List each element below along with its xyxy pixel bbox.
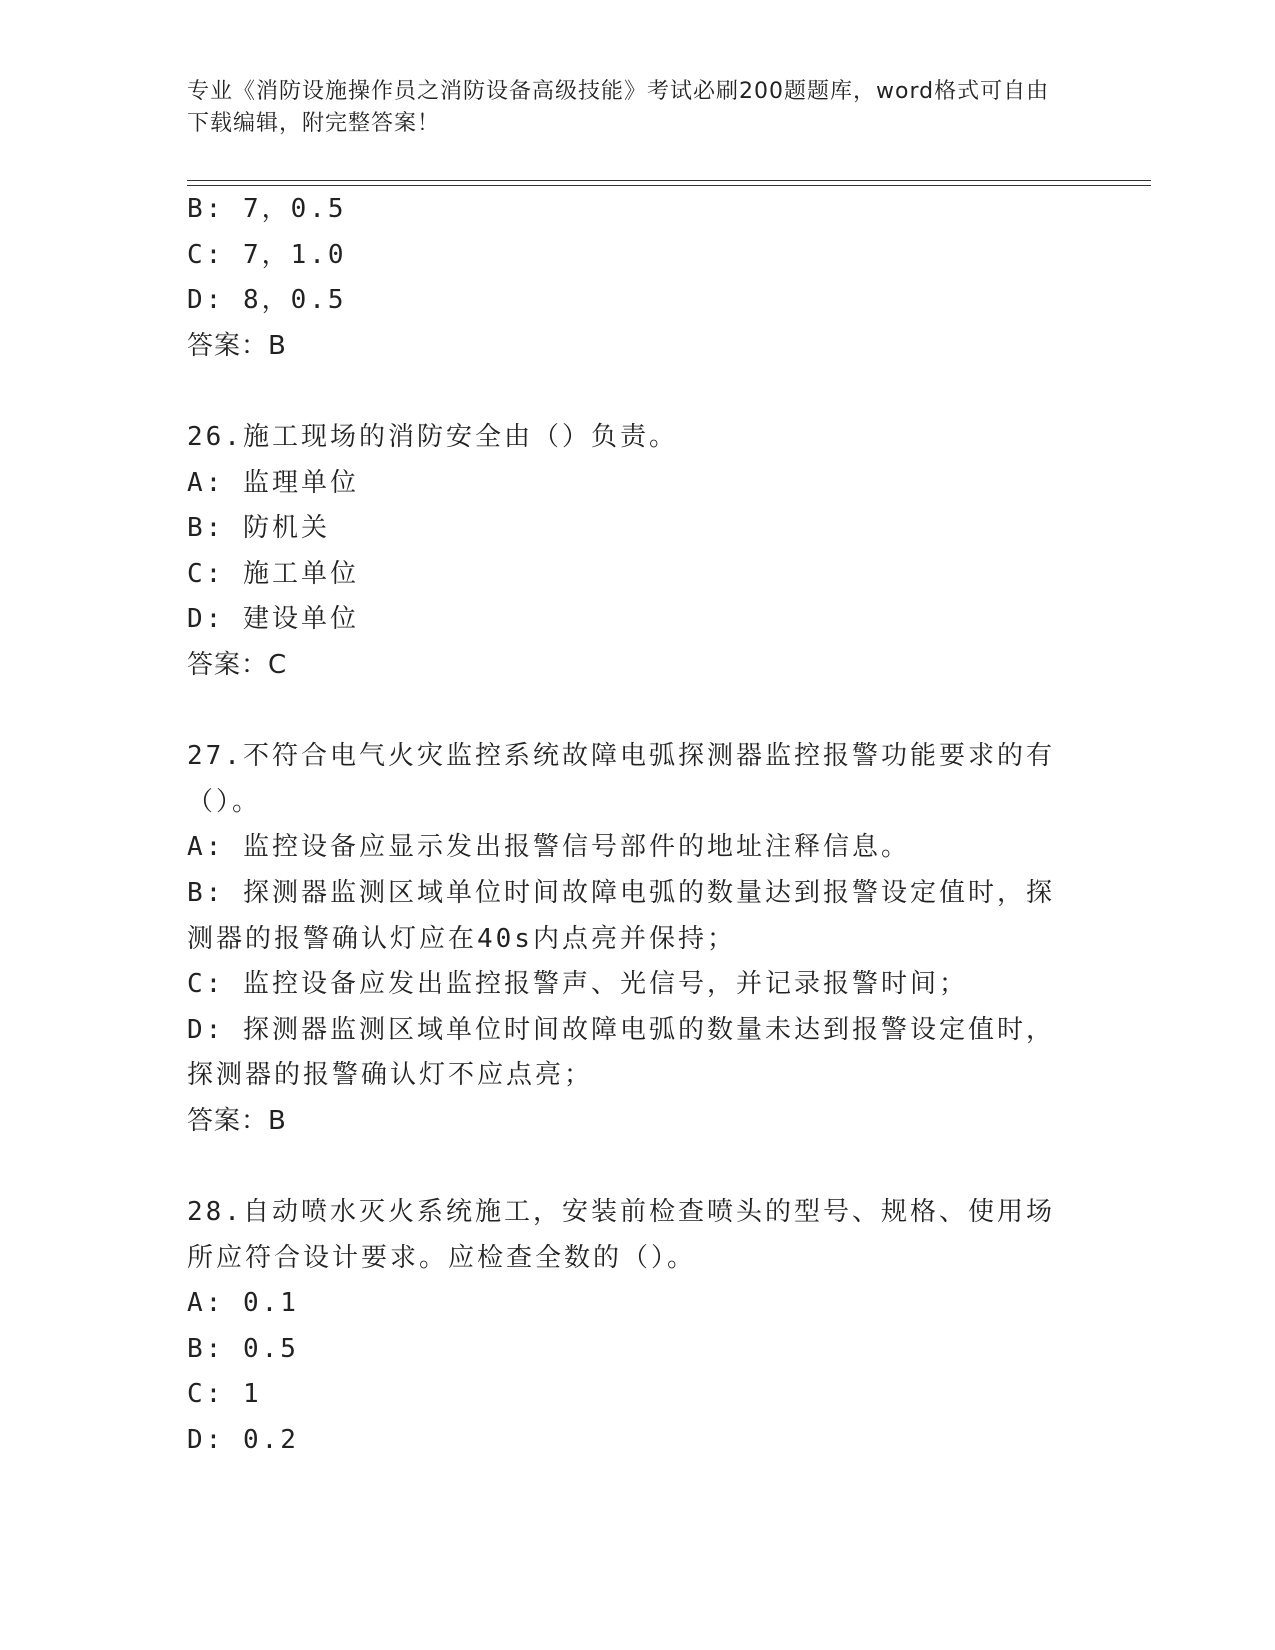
option-a: A: 监控设备应显示发出报警信号部件的地址注释信息。	[187, 832, 910, 863]
spacer	[187, 1144, 1087, 1190]
question-text: 26.施工现场的消防安全由（）负责。	[187, 421, 678, 452]
question-text: 27.不符合电气火灾监控系统故障电弧探测器监控报警功能要求的有（）。	[187, 741, 1055, 817]
option-b: B: 探测器监测区域单位时间故障电弧的数量达到报警设定值时，探测器的报警确认灯应在40s内点亮并保持；	[187, 877, 1055, 954]
answer: 答案：C	[187, 649, 288, 680]
header-rule-top	[187, 180, 1151, 181]
question-26	[187, 415, 1087, 689]
question-25	[187, 187, 1087, 369]
option-c: C: 1	[187, 1379, 262, 1410]
option-b: B: 7，0.5	[187, 194, 347, 224]
option-d: D: 0.2	[187, 1425, 299, 1456]
answer: 答案：B	[187, 1105, 287, 1136]
option-c: C: 监控设备应发出监控报警声、光信号，并记录报警时间；	[187, 969, 968, 1000]
document-header: 专业《消防设施操作员之消防设备高级技能》考试必刷200题题库，word格式可自由下载编辑，附完整答案！	[187, 79, 1050, 136]
option-c: C: 施工单位	[187, 558, 359, 589]
option-b: B: 0.5	[187, 1333, 299, 1364]
question-28	[187, 1190, 1087, 1464]
header-rule-bottom	[187, 185, 1151, 186]
option-a: A: 0.1	[187, 1288, 299, 1319]
spacer	[187, 369, 1087, 415]
spacer	[187, 689, 1087, 735]
answer: 答案：B	[187, 330, 287, 361]
option-d: D: 建设单位	[187, 604, 359, 635]
option-d: D: 探测器监测区域单位时间故障电弧的数量未达到报警设定值时，探测器的报警确认灯不应点亮；	[187, 1014, 1055, 1091]
option-d: D: 8，0.5	[187, 285, 347, 316]
question-text: 28.自动喷水灭火系统施工，安装前检查喷头的型号、规格、使用场所应符合设计要求。应检查全数的（）。	[187, 1197, 1055, 1273]
option-b: B: 防机关	[187, 513, 330, 544]
option-c: C: 7，1.0	[187, 239, 347, 270]
question-list	[187, 187, 1087, 1464]
option-a: A: 监理单位	[187, 467, 359, 498]
question-27	[187, 734, 1087, 1144]
